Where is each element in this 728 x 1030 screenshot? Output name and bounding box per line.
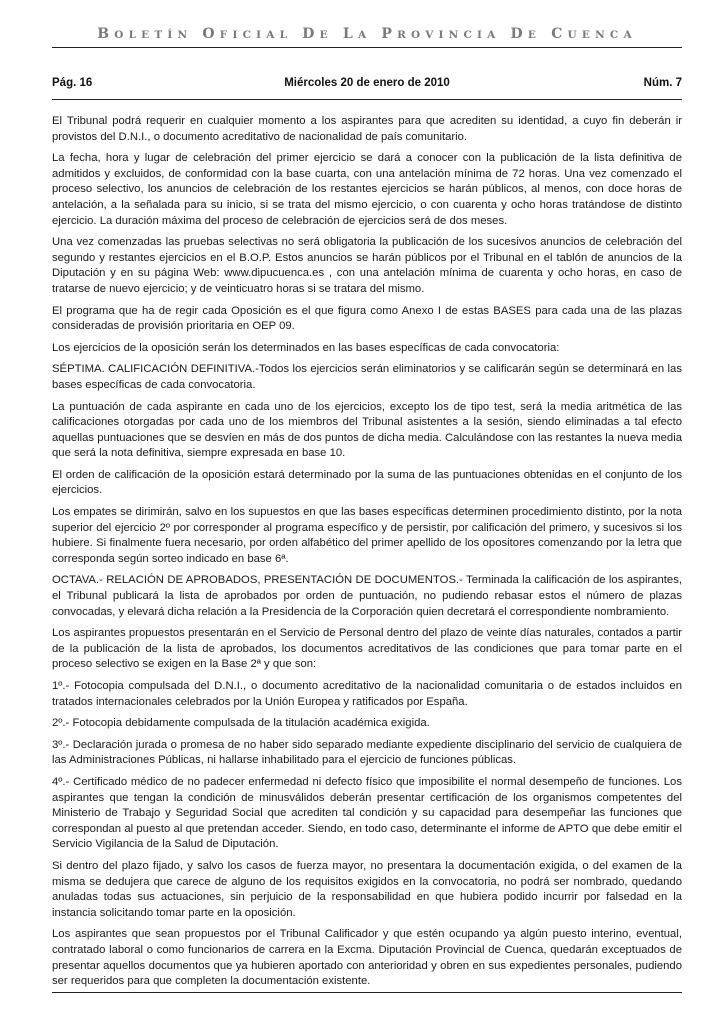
list-item: 1º.- Fotocopia compulsada del D.N.I., o documento acreditativo de la nacionalidad comunitaria o de estados incluidos en tratados internacionales celebrados por la Unión Europea y ratificados por España. [52, 680, 682, 708]
paragraph: El programa que ha de regir cada Oposición es el que figura como Anexo I de estas BASES para cada una de las plazas consideradas de provisión prioritaria en OEP 09. [52, 304, 682, 333]
page-header [52, 77, 682, 95]
paragraph: El orden de calificación de la oposición estará determinado por la suma de las puntuaciones obtenidas en el conjunto de los ejercicios. [52, 468, 682, 497]
paragraph: Los empates se dirimirán, salvo en los supuestos en que las bases específicas determinen procedimiento distinto, por la nota superior del ejercicio 2º por corresponder al programa específico y de persistir, por calificación del primero, y sucesivos si los hubiere. Si finalmente fuera necesario, por orden alfabético del primer apellido de los opositores comenzando por la letra que corresponda según sorteo indicado en base 6ª. [52, 506, 682, 565]
bulletin-masthead: BOLETÍN OFICIAL DE LA PROVINCIA DE CUENCA [97, 26, 637, 42]
footer-divider [52, 992, 682, 993]
section-heading-octava: OCTAVA.- RELACIÓN DE APROBADOS, PRESENTACIÓN DE DOCUMENTOS.- Terminada la calificación de los aspirantes, el Tribunal publicará la lista de aprobados por orden de puntuación, no pudiendo rebasar estos el número de plazas convocadas, y elevará dicha relación a la Presidencia de la Corporación quien decretará el correspondiente nombramiento. [52, 574, 682, 618]
section-heading-septima: SÉPTIMA. CALIFICACIÓN DEFINITIVA.-Todos los ejercicios serán eliminatorios y se calificarán según se determinará en las bases específicas de cada convocatoria. [52, 363, 682, 391]
paragraph: Una vez comenzadas las pruebas selectivas no será obligatoria la publicación de los sucesivos anuncios de celebración del segundo y restantes ejercicios en el B.O.P. Estos anuncios se harán públicos por el Tribunal en el tablón de anuncios de la Diputación y en su página Web: www.dipucuenca.es , con una antelación mínima de cuarenta y ocho horas, en caso de tratarse de nuevo ejercicio; y de veinticuatro horas si se tratara del mismo. [52, 236, 682, 295]
paragraph: La fecha, hora y lugar de celebración del primer ejercicio se dará a conocer con la publicación de la lista definitiva de admitidos y excluidos, de conformidad con la base cuarta, con una antelación mínima de 72 horas. Una vez comenzado el proceso selectivo, los anuncios de celebración de los restantes ejercicios se harán públicos, al menos, con doce horas de antelación, a la señalada para su inicio, si se trata del mismo ejercicio, o con cuarenta y ocho horas tratándose de distinto ejercicio. La duración máxima del proceso de celebración de ejercicios será de dos meses. [52, 152, 682, 227]
paragraph: El Tribunal podrá requerir en cualquier momento a los aspirantes para que acrediten su identidad, a cuyo fin deberán ir provistos del D.N.I., o documento acreditativo de nacionalidad de país comunitario. [52, 115, 682, 143]
paragraph: Los ejercicios de la oposición serán los determinados en las bases específicas de cada convocatoria: [52, 341, 560, 354]
paragraph: La puntuación de cada aspirante en cada uno de los ejercicios, excepto los de tipo test, será la media aritmética de las calificaciones otorgadas por cada uno de los miembros del Tribunal asistentes a la sesión, siendo eliminadas a tal efecto aquellas puntuaciones que se desvíen en más de dos puntos de dicha media. Calculándose con las restantes la nueva media que será la nota definitiva, siempre expresada en base 10. [52, 400, 682, 460]
paragraph: Si dentro del plazo fijado, y salvo los casos de fuerza mayor, no presentara la documentación exigida, o del examen de la misma se dedujera que carece de alguno de los requisitos exigidos en la convocatoria, no podrá ser nombrado, quedando anuladas todas sus actuaciones, sin perjuicio de la responsabilidad en que hubiera podido incurrir por falsedad en la instancia solicitando tomar parte en la oposición. [52, 859, 682, 919]
list-item: 4º.- Certificado médico de no padecer enfermedad ni defecto físico que imposibilite el normal desempeño de funciones. Los aspirantes que tengan la condición de minusválidos deberán presentar certificación de los organismos competentes del Ministerio de Trabajo y Seguridad Social que acrediten tal condición y su capacidad para desempeñar las funciones que correspondan al puesto al que pretendan acceder. Siendo, en todo caso, determinante el informe de APTO que debe emitir el Servicio Vigilancia de la Salud de Diputación. [52, 775, 682, 851]
page-number: Pág. 16 [52, 77, 93, 89]
list-item: 2º.- Fotocopia debidamente compulsada de la titulación académica exigida. [52, 717, 430, 730]
issue-date: Miércoles 20 de enero de 2010 [284, 77, 450, 89]
paragraph: Los aspirantes propuestos presentarán en el Servicio de Personal dentro del plazo de veinte días naturales, contados a partir de la publicación de la lista de aprobados, los documentos acreditativos de las condiciones que para tomar parte en el proceso selectivo se exigen en la Base 2ª y que son: [52, 627, 682, 671]
issue-number: Núm. 7 [643, 77, 682, 89]
paragraph: Los aspirantes que sean propuestos por el Tribunal Calificador y que estén ocupando ya algún puesto interino, eventual, contratado laboral o como funcionarios de carrera en la Excma. Diputación Provincial de Cuenca, quedarán exceptuados de presentar aquellos documentos que ya hubieren aportado con anterioridad y obren en sus expedientes personales, pudiendo ser requeridos para que completen la documentación existente. [52, 928, 682, 988]
header-divider-bottom [52, 99, 682, 100]
header-divider-top [52, 47, 682, 48]
list-item: 3º.- Declaración jurada o promesa de no haber sido separado mediante expediente disciplinario del servicio de cualquiera de las Administraciones Públicas, ni hallarse inhabilitado para el ejercicio de funciones públicas. [52, 738, 682, 767]
body-text [52, 114, 682, 996]
